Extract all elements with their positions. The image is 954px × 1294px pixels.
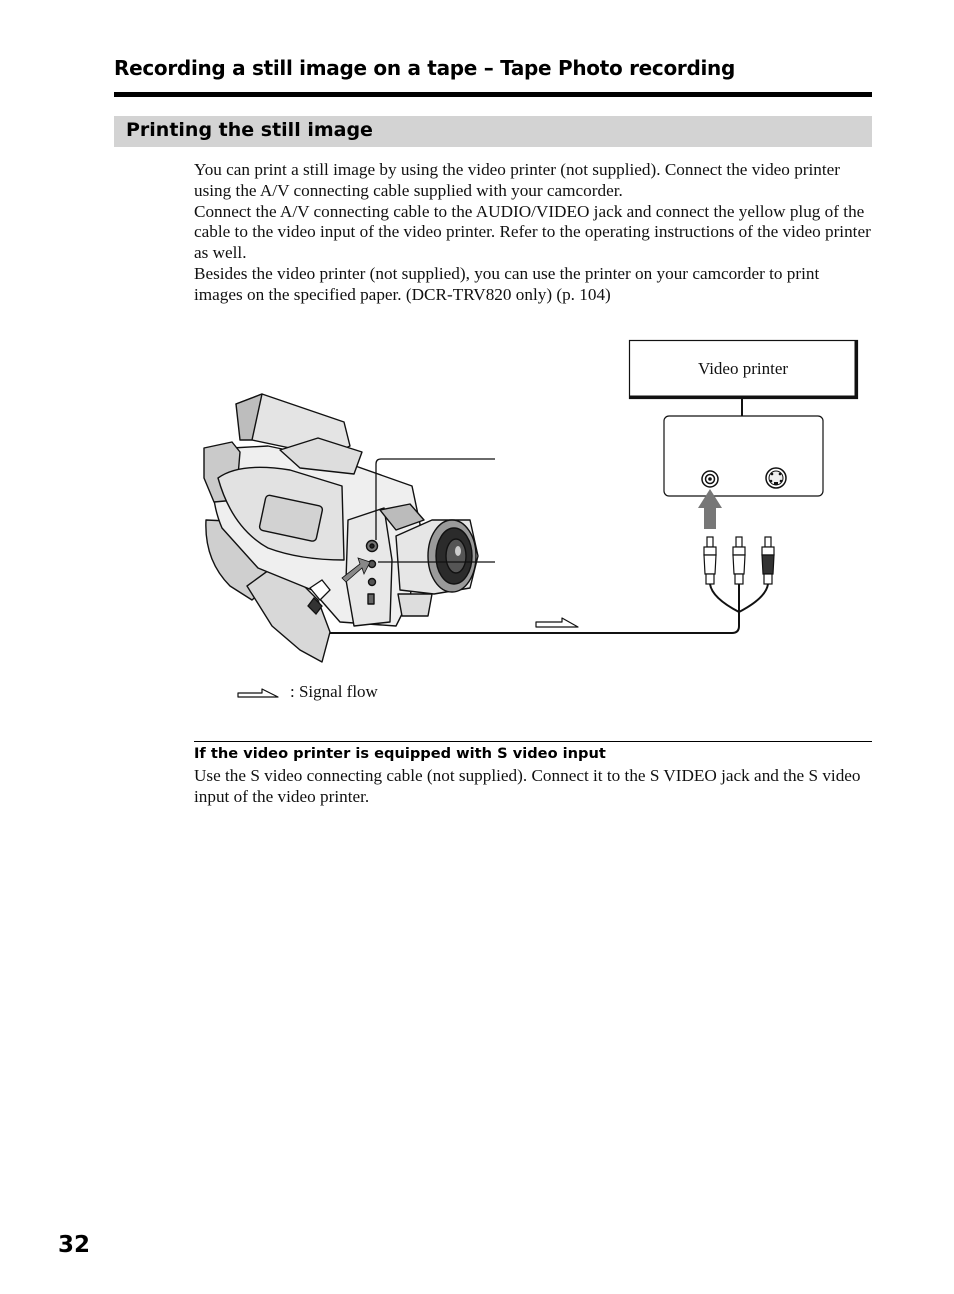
header-rule — [114, 92, 872, 97]
video-input-jack-icon — [702, 471, 718, 487]
rca-plug-yellow — [704, 537, 716, 584]
printer-input-panel — [664, 416, 823, 496]
video-printer-label: Video printer — [697, 359, 789, 378]
note-heading: If the video printer is equipped with S video input — [194, 745, 606, 762]
note-text: Use the S video connecting cable (not supplied). Connect it to the S VIDEO jack and the S video input of the video printer. — [194, 766, 861, 806]
section-heading-bar — [114, 116, 872, 147]
s-video-jack-icon — [766, 468, 786, 488]
signal-flow-legend-label: : Signal flow — [290, 682, 378, 701]
paragraph-2: Connect the A/V connecting cable to the AUDIO/VIDEO jack and connect the yellow plug of the cable to the video input of the video printer. Refer to the operating instructions of the video printer as well. — [194, 201, 871, 263]
page-number: 32 — [58, 1232, 91, 1258]
note-rule — [194, 741, 872, 742]
paragraph-1: You can print a still image by using the video printer (not supplied). Connect the video printer using the A/V connecting cable supplied with your camcorder. — [194, 160, 841, 200]
rca-plug-red — [762, 537, 774, 584]
paragraph-3: Besides the video printer (not supplied), you can use the printer on your camcorder to print images on the specified paper. (DCR-TRV820 only) (p. 104) — [194, 263, 820, 304]
signal-flow-arrow-icon — [536, 618, 578, 627]
body-text — [194, 160, 872, 306]
section-title: Printing the still image — [126, 119, 373, 141]
page-header-title: Recording a still image on a tape – Tape Photo recording — [114, 56, 735, 80]
camcorder-illustration — [204, 394, 478, 662]
rca-plug-white — [733, 537, 745, 584]
legend-signal-flow-icon — [238, 689, 278, 697]
